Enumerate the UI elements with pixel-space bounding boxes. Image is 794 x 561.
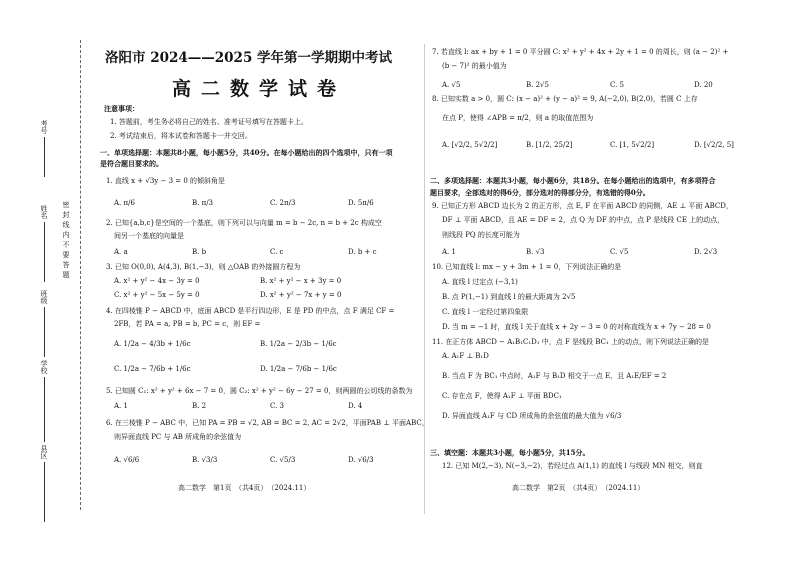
name-field [40, 205, 48, 282]
q3-option-b: B. x² + y² − x + 3y = 0 [260, 277, 342, 285]
seal-line [80, 40, 81, 510]
q6-option-c: C. √5/3 [270, 456, 296, 464]
q3-stem: 3. 已知 O(0,0), A(4,3), B(1,−3)，则 △OAB 的外接圆方程为 [106, 263, 301, 271]
note-item: 2. 考试结束后，将本试卷和答题卡一并交回。 [110, 132, 252, 140]
q4-stem-cont: 2FB，若 PA = a, PB = b, PC = c，则 EF = [114, 320, 261, 328]
q2-stem: 2. 已知{a,b,c}是空间的一个基底，则下列可以与向量 m = b − 2c, n = b + 2c 构成空 [106, 219, 382, 227]
school-label: 学校 [40, 360, 48, 374]
seal-char: 要 [62, 251, 70, 259]
q1-option-a: A. π/6 [114, 199, 135, 207]
q6-option-a: A. √6/6 [114, 456, 140, 464]
seal-char: 题 [62, 271, 70, 279]
q1-option-c: C. 2π/3 [270, 199, 296, 207]
page-footer-1: 高二数学 第1页 （共4页） （2024.11） [178, 484, 311, 492]
class-field [40, 290, 48, 357]
q9-option-c: C. √5 [610, 248, 629, 256]
column-divider [424, 44, 425, 514]
q3-option-a: A. x² + y² − 4x − 3y = 0 [114, 277, 200, 285]
section3-heading: 三、填空题：本题共3小题，每小题5分，共15分。 [430, 448, 590, 457]
q9-stem: 9. 已知正方形 ABCD 边长为 2 的正方形，点 E, F 在平面 ABCD 的同侧，AE ⊥ 平面 ABCD， [432, 202, 733, 210]
q9-option-a: A. 1 [442, 248, 456, 256]
q2-option-c: C. c [270, 248, 284, 256]
q10-option-c: C. 直线 l 一定经过第四象限 [442, 308, 529, 316]
q4-option-c: C. 1/2a − 7/6b + 1/6c [114, 365, 191, 373]
q8-stem: 8. 已知实数 a > 0，圆 C: (x − a)² + (y − a)² = 9, A(−2,0), B(2,0)，若圆 C 上存 [432, 95, 698, 103]
class-label: 班级 [40, 290, 48, 304]
q11-option-a: A. A₁F ⊥ B₁D [442, 352, 489, 360]
q5-option-a: A. 1 [114, 402, 128, 410]
notes-heading: 注意事项： [104, 104, 139, 113]
q11-option-d: D. 异面直线 A₁F 与 CD 所成角的余弦值的最大值为 √6/3 [442, 412, 622, 420]
q4-option-b: B. 1/2a − 2/3b − 1/6c [260, 340, 337, 348]
district-line [44, 462, 45, 522]
q10-option-b: B. 点 P(1,−1) 到直线 l 的最大距离为 2√5 [442, 293, 576, 301]
q2-option-b: B. b [192, 248, 207, 256]
page-footer-2: 高二数学 第2页 （共4页） （2024.11） [512, 484, 645, 492]
q8-option-a: A. [√2/2, 5√2/2] [442, 141, 498, 149]
q8-option-c: C. [1, 5√2/2] [610, 141, 655, 149]
district-field [40, 445, 48, 522]
q9-stem-cont2: 则线段 PQ 的长度可能为 [442, 231, 520, 239]
q10-option-a: A. 直线 l 过定点 (−3,1) [442, 278, 518, 286]
seal-char: 线 [62, 221, 70, 229]
section2-heading: 二、多项选择题：本题共3小题，每小题6分，共18分。在每小题给出的选项中，有多项符合 [430, 176, 716, 185]
school-line [44, 377, 45, 442]
seal-char: 内 [62, 231, 70, 239]
q7-option-a: A. √5 [442, 81, 461, 89]
q5-option-d: D. 4 [348, 402, 363, 410]
q5-stem: 5. 已知圆 C₁: x² + y² + 6x − 7 = 0，圆 C₂: x² + y² − 6y − 27 = 0，则两圆的公切线的条数为 [106, 387, 413, 395]
class-line [44, 307, 45, 357]
q10-stem: 10. 已知直线 l: mx − y + 3m + 1 = 0，下列说法正确的是 [432, 263, 622, 271]
q6-stem-cont: 则异面直线 PC 与 AB 所成角的余弦值为 [114, 433, 242, 441]
q6-stem: 6. 在三棱锥 P − ABC 中，已知 PA = PB = √2, AB = BC = 2, AC = 2√2，平面PAB ⊥ 平面ABC， [106, 419, 429, 427]
q11-stem: 11. 在正方体 ABCD − A₁B₁C₁D₁ 中，点 F 是线段 BC₁ 上的动点，则下列说法正确的是 [432, 338, 710, 346]
q5-option-b: B. 2 [192, 402, 207, 410]
seal-char: 密 [62, 201, 70, 209]
q5-option-c: C. 3 [270, 402, 285, 410]
exam-no-label: 考号 [40, 120, 48, 134]
q7-option-b: B. 2√5 [526, 81, 549, 89]
section1-heading-cont: 是符合题目要求的。 [100, 159, 163, 168]
q10-option-d: D. 当 m = −1 时，直线 l 关于直线 x + 2y − 3 = 0 的对称直线为 x + 7y − 28 = 0 [442, 323, 711, 331]
seal-char: 答 [62, 261, 70, 269]
seal-char: 不 [62, 241, 70, 249]
q1-option-b: B. π/3 [192, 199, 214, 207]
q7-stem: 7. 若直线 l: ax + by + 1 = 0 平分圆 C: x² + y² + 4x + 2y + 1 = 0 的周长，则 (a − 2)² + [432, 48, 729, 56]
q2-stem-cont: 间另一个基底的向量是 [114, 232, 184, 240]
q3-option-d: D. x² + y² − 7x + y = 0 [260, 291, 342, 299]
q8-option-b: B. [1/2, 25/2] [526, 141, 573, 149]
q7-option-d: D. 20 [694, 81, 713, 89]
seal-char: 封 [62, 211, 70, 219]
district-label: 县区 [40, 445, 48, 459]
section1-heading: 一、单项选择题：本题共8小题，每小题5分，共40分。在每小题给出的四个选项中，只有一项 [100, 148, 393, 157]
q9-option-d: D. 2√3 [694, 248, 718, 256]
exam-no-line [44, 137, 45, 177]
q4-option-d: D. 1/2a − 7/6b − 1/6c [260, 365, 337, 373]
binding-margin [0, 0, 92, 561]
school-field [40, 360, 48, 442]
q1-option-d: D. 5π/6 [348, 199, 374, 207]
q2-option-d: D. b + c [348, 248, 377, 256]
q4-option-a: A. 1/2a − 4/3b + 1/6c [114, 340, 191, 348]
q3-option-c: C. x² + y² − 5x − 5y = 0 [114, 291, 200, 299]
exam-subtitle: 高二数学试卷 [172, 78, 347, 100]
name-label: 姓名 [40, 205, 48, 219]
exam-no-field [40, 120, 48, 177]
q8-stem-cont: 在点 P，使得 ∠APB = π/2，则 a 的取值范围为 [442, 114, 594, 122]
q6-option-b: B. √3/3 [192, 456, 218, 464]
q9-option-b: B. √3 [526, 248, 545, 256]
q2-option-a: A. a [114, 248, 128, 256]
q4-stem: 4. 在四棱锥 P − ABCD 中，底面 ABCD 是平行四边形，E 是 PD 的中点，点 F 满足 CF = [106, 307, 395, 315]
q12-stem: 12. 已知 M(2,−3), N(−3,−2)，若经过点 A(1,1) 的直线 l 与线段 MN 相交，则直 [442, 462, 703, 470]
section2-heading-cont: 题目要求，全部选对的得6分，部分选对的得部分分，有选错的得0分。 [430, 188, 650, 197]
seal-warning [62, 200, 70, 280]
q11-option-c: C. 存在点 F，使得 A₁F ⊥ 平面 BDC₁ [442, 392, 562, 400]
q11-option-b: B. 当点 F 为 BC₁ 中点时，A₁F 与 B₁D 相交于一点 E，且 A₁E/EF = 2 [442, 372, 667, 380]
note-item: 1. 答题前，考生务必将自己的姓名、准考证号填写在答题卡上。 [110, 118, 308, 126]
q8-option-d: D. [√2/2, 5] [694, 141, 734, 149]
exam-title: 洛阳市 2024——2025 学年第一学期期中考试 [105, 50, 393, 66]
q6-option-d: D. √6/3 [348, 456, 374, 464]
q1-stem: 1. 直线 x + √3y − 3 = 0 的倾斜角是 [106, 177, 226, 185]
q9-stem-cont: DF ⊥ 平面 ABCD，且 AE = DF = 2，点 Q 为 DF 的中点，点 P 是线段 CE 上的动点， [442, 216, 725, 224]
name-line [44, 222, 45, 282]
q7-stem-cont: (b − 7)² 的最小值为 [442, 62, 507, 70]
q7-option-c: C. 5 [610, 81, 625, 89]
